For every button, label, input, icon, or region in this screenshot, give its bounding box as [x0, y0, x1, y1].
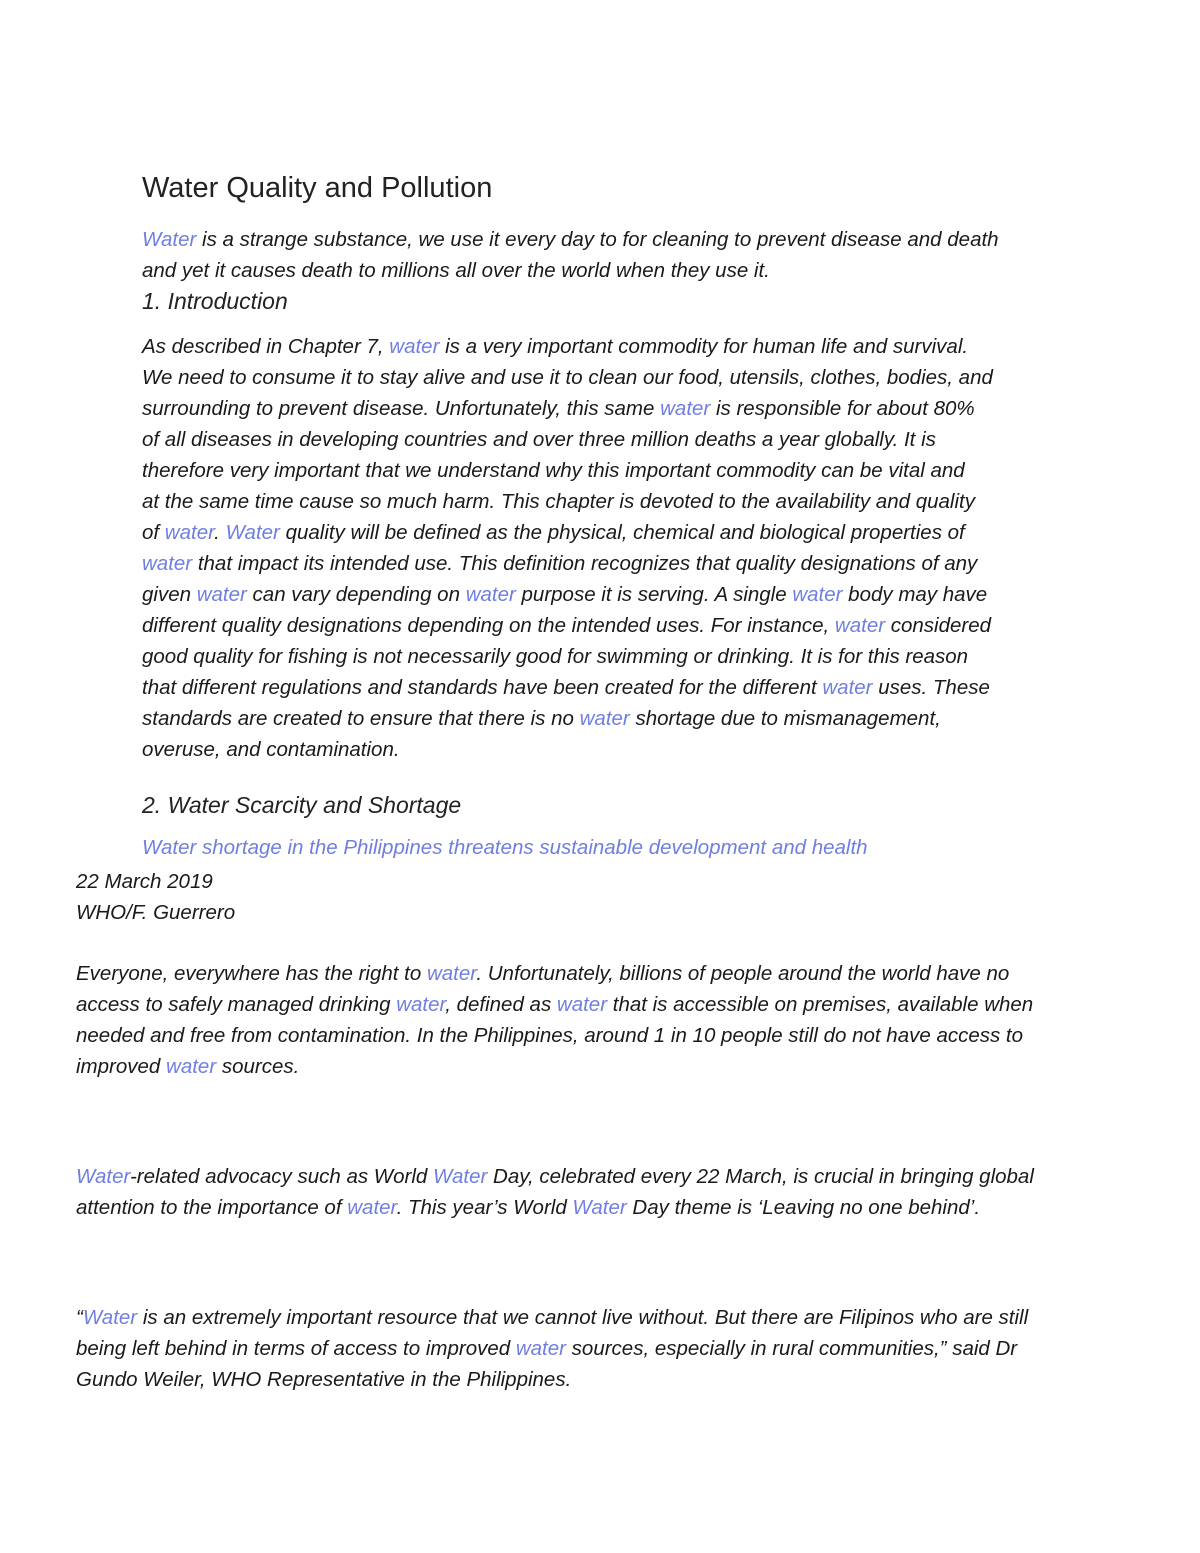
- water-link[interactable]: water: [164, 521, 215, 544]
- article-date: [76, 866, 235, 928]
- water-link[interactable]: water: [556, 993, 608, 1016]
- text-segment: -related advocacy such as World: [129, 1165, 434, 1188]
- text-line: [142, 424, 993, 455]
- water-link[interactable]: water: [426, 962, 477, 985]
- water-link[interactable]: water: [515, 1337, 566, 1360]
- text-segment: given: [142, 583, 197, 606]
- text-segment: that is accessible on premises, available when: [607, 993, 1034, 1016]
- text-segment: being left behind in terms of access to improved: [76, 1337, 516, 1360]
- text-segment: shortage due to mismanagement,: [629, 707, 941, 730]
- article-paragraph-advocacy: [76, 1161, 1034, 1223]
- text-line: [142, 641, 993, 672]
- text-segment: and yet it causes death to millions all over the world when they use it.: [142, 259, 770, 282]
- page-title: Water Quality and Pollution: [142, 172, 493, 204]
- water-link[interactable]: water: [396, 993, 446, 1016]
- text-segment: that impact its intended use. This definition recognizes that quality designations of any: [192, 552, 978, 575]
- water-link[interactable]: water: [196, 583, 247, 606]
- water-link[interactable]: water: [660, 397, 711, 420]
- section-heading-water-scarcity: 2. Water Scarcity and Shortage: [142, 792, 462, 818]
- text-segment: good quality for fishing is not necessarily good for swimming or drinking. It is for this reason: [142, 645, 969, 668]
- text-segment: uses. These: [872, 676, 990, 699]
- text-segment: “: [76, 1306, 83, 1329]
- text-segment: quality will be defined as the physical, chemical and biological properties of: [279, 521, 965, 544]
- introduction-paragraph: [142, 331, 993, 765]
- water-link[interactable]: water: [142, 552, 193, 575]
- text-line: [142, 331, 993, 362]
- water-link[interactable]: Water: [76, 1165, 130, 1188]
- text-line: [142, 362, 993, 393]
- text-segment: overuse, and contamination.: [142, 738, 400, 761]
- text-line: [76, 1333, 1028, 1364]
- water-link[interactable]: water: [389, 335, 440, 358]
- water-link[interactable]: water: [792, 583, 843, 606]
- text-line: [142, 548, 993, 579]
- text-segment: is responsible for about 80%: [710, 397, 975, 420]
- text-line: [142, 455, 993, 486]
- text-line: [76, 1192, 1034, 1223]
- text-line: [142, 703, 993, 734]
- text-line: [76, 1364, 1028, 1395]
- text-segment: Everyone, everywhere has the right to: [76, 962, 427, 985]
- text-segment: of: [142, 521, 165, 544]
- water-link[interactable]: water: [822, 676, 873, 699]
- text-line: [76, 958, 1033, 989]
- text-segment: surrounding to prevent disease. Unfortunately, this same: [142, 397, 661, 420]
- water-link[interactable]: Water: [82, 1306, 138, 1329]
- text-segment: is a strange substance, we use it every day to for cleaning to prevent disease and death: [196, 228, 999, 251]
- intro-paragraph: [142, 224, 999, 286]
- text-line: [142, 517, 993, 548]
- text-line: [142, 393, 993, 424]
- text-segment: Day, celebrated every 22 March, is crucial in bringing global: [487, 1165, 1034, 1188]
- text-segment: improved: [76, 1055, 167, 1078]
- text-segment: different quality designations depending on the intended uses. For instance,: [142, 614, 835, 637]
- text-line: [142, 486, 993, 517]
- water-link[interactable]: water: [166, 1055, 217, 1078]
- text-line: [76, 989, 1033, 1020]
- text-line: [76, 1161, 1034, 1192]
- water-link[interactable]: Water: [225, 521, 280, 544]
- article-paragraph-rights: [76, 958, 1033, 1082]
- date-text: 22 March 2019: [76, 870, 213, 893]
- text-segment: sources, especially in rural communities,” said Dr: [565, 1337, 1018, 1360]
- text-segment: of all diseases in developing countries and over three million deaths a year globally. It is: [142, 428, 936, 451]
- text-line: [76, 1020, 1033, 1051]
- water-link[interactable]: Water: [572, 1196, 627, 1219]
- text-segment: is an extremely important resource that we cannot live without. But there are Filipinos who are still: [137, 1306, 1029, 1329]
- article-title-link[interactable]: Water shortage in the Philippines threatens sustainable development and health: [142, 836, 868, 859]
- text-segment: at the same time cause so much harm. This chapter is devoted to the availability and quality: [142, 490, 975, 513]
- section-heading-introduction: 1. Introduction: [142, 288, 288, 314]
- text-segment: that different regulations and standards have been created for the different: [142, 676, 823, 699]
- text-segment: . This year’s World: [396, 1196, 573, 1219]
- water-link[interactable]: water: [834, 614, 886, 637]
- text-segment: body may have: [842, 583, 988, 606]
- text-segment: As described in Chapter 7,: [142, 335, 390, 358]
- water-link[interactable]: water: [579, 707, 630, 730]
- text-line: [142, 224, 999, 255]
- text-line: [142, 672, 993, 703]
- text-segment: sources.: [216, 1055, 300, 1078]
- water-link[interactable]: Water: [142, 228, 197, 251]
- text-line: [76, 1051, 1033, 1082]
- text-line: [76, 1302, 1028, 1333]
- text-segment: . Unfortunately, billions of people around the world have no: [476, 962, 1010, 985]
- text-segment: access to safely managed drinking: [76, 993, 397, 1016]
- text-segment: Gundo Weiler, WHO Representative in the Philippines.: [76, 1368, 572, 1391]
- text-segment: purpose it is serving. A single: [515, 583, 793, 606]
- text-segment: can vary depending on: [246, 583, 466, 606]
- water-link[interactable]: water: [465, 583, 516, 606]
- text-segment: .: [214, 521, 226, 544]
- photo-credit: WHO/F. Guerrero: [76, 901, 236, 924]
- water-link[interactable]: water: [347, 1196, 397, 1219]
- text-segment: standards are created to ensure that there is no: [142, 707, 580, 730]
- text-line: [142, 255, 999, 286]
- text-segment: therefore very important that we understand why this important commodity can be vital and: [142, 459, 965, 482]
- text-line: [142, 734, 993, 765]
- water-link[interactable]: Water: [433, 1165, 488, 1188]
- text-segment: considered: [885, 614, 992, 637]
- text-line: [142, 610, 993, 641]
- text-segment: attention to the importance of: [76, 1196, 348, 1219]
- text-segment: needed and free from contamination. In the Philippines, around 1 in 10 people still do not have access to: [76, 1024, 1024, 1047]
- text-segment: We need to consume it to stay alive and use it to clean our food, utensils, clothes, bodies, and: [142, 366, 993, 389]
- article-paragraph-quote: [76, 1302, 1028, 1395]
- text-segment: is a very important commodity for human life and survival.: [439, 335, 969, 358]
- text-segment: , defined as: [445, 993, 557, 1016]
- text-segment: Day theme is ‘Leaving no one behind’.: [626, 1196, 981, 1219]
- text-line: [142, 579, 993, 610]
